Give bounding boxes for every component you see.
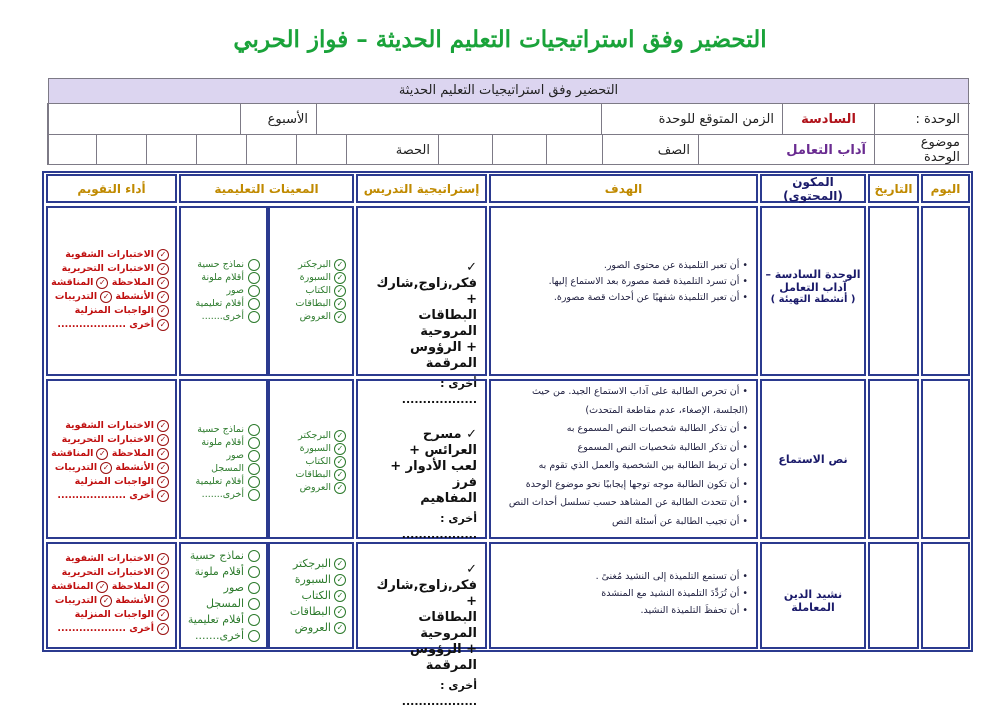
unit-label: الوحدة : [874, 103, 968, 134]
row1-evaluation: ✓الاختبارات الشفوية ✓الاختبارات التحريرية ✓الملاحظة ✓المناقشة ✓الأنشطة ✓التدريبات ✓الواجبات المنزلية ✓أخرى ................... [46, 206, 177, 376]
col-content: المكون (المحتوى) [760, 174, 866, 203]
row3-goals: • أن تستمع التلميذة إلى النشيد مُغنىً . • أن تُرَدِّدَ التلميذة النشيد مع المنشدة • أن تحفظَ التلميذة النشيد. [489, 542, 758, 649]
row2-res-options: نماذج حسية أقلام ملونة صور المسجل أفلام تعليمية أخرى....... [179, 379, 268, 539]
topic-label: موضوع الوحدة [874, 134, 968, 165]
col-date: التاريخ [868, 174, 919, 203]
row1-res-options: نماذج حسية أقلام ملونة صور أفلام تعليمية أخرى....... [179, 206, 268, 376]
topic-value: آداب التعامل [698, 134, 874, 165]
grade-value[interactable] [546, 134, 602, 165]
row3-res-checked: ✓البرجكتر ✓السبورة ✓الكتاب ✓البطاقات ✓العروض [268, 542, 354, 649]
row3-res-options: نماذج حسية أقلام ملونة صور المسجل أفلام تعليمية أخرى....... [179, 542, 268, 649]
row2-content: نص الاستماع [760, 379, 866, 539]
row1-res-checked: ✓البرجكتر ✓السبورة ✓الكتاب ✓البطاقات ✓العروض [268, 206, 354, 376]
col-day: اليوم [921, 174, 970, 203]
row1-content: الوحدة السادسة – آداب التعامل ( أنشطة التهيئة ) [760, 206, 866, 376]
row3-content: نشيد الدين المعاملة [760, 542, 866, 649]
row2-evaluation: ✓الاختبارات الشفوية ✓الاختبارات التحريرية ✓الملاحظة ✓المناقشة ✓الأنشطة ✓التدريبات ✓الواجبات المنزلية ✓أخرى ................... [46, 379, 177, 539]
week-value[interactable] [47, 103, 240, 134]
row3-strategy: ✓ فكر,زاوج,شارك + البطاقات المروحية + الرؤوس المرقمة أخرى : .................. [356, 542, 487, 649]
col-resources: المعينات التعليمية [179, 174, 354, 203]
row3-date[interactable] [868, 542, 919, 649]
row3-day[interactable] [921, 542, 970, 649]
col-evaluation: أداء التقويم [46, 174, 177, 203]
week-label: الأسبوع [240, 103, 316, 134]
time-value[interactable] [316, 103, 601, 134]
grade-label: الصف [602, 134, 698, 165]
row1-strategy: ✓ فكر,زاوج,شارك + البطاقات المروحية + الرؤوس المرقمة أخرى : .................. [356, 206, 487, 376]
unit-value: السادسة [782, 103, 874, 134]
header-banner: التحضير وفق استراتيجيات التعليم الحديثة [49, 79, 968, 104]
row2-day[interactable] [921, 379, 970, 539]
row1-date[interactable] [868, 206, 919, 376]
period-label: الحصة [346, 134, 438, 165]
header-table [48, 78, 969, 165]
col-strategy: إستراتيجية التدريس [356, 174, 487, 203]
row3-evaluation: ✓الاختبارات الشفوية ✓الاختبارات التحريرية ✓الملاحظة ✓المناقشة ✓الأنشطة ✓التدريبات ✓الواجبات المنزلية ✓أخرى ................... [46, 542, 177, 649]
page-title: التحضير وفق استراتيجيات التعليم الحديثة – فواز الحربي [233, 26, 767, 53]
row1-day[interactable] [921, 206, 970, 376]
row1-goals: • أن تعبر التلميذة عن محتوى الصور. • أن تسرد التلميذة قصة مصورة بعد الاستماع إليها. • أن تعبر التلميذة شفهيًا عن أحداث قصة مصورة. [489, 206, 758, 376]
row2-res-checked: ✓البرجكتر ✓السبورة ✓الكتاب ✓البطاقات ✓العروض [268, 379, 354, 539]
col-goal: الهدف [489, 174, 758, 203]
row2-goals: • أن تحرص الطالبة على آداب الاستماع الجيد. من حيث (الجلسة، الإصغاء، عدم مقاطعة المتحدث) • أن تذكر الطالبة شخصيات النص المسموع به • أن تذكر الطالبة شخصيات النص المسموع • أن تربط الطالبة بين الشخصية والعمل الذي تقوم به • أن تكون الطالبة موجه توجها إيجابيًا نحو موضوع الوحدة • أن تتحدث الطالبة عن المشاهد حسب تسلسل أحداث النص • أن تجيب الطالبة عن أسئلة النص [489, 379, 758, 539]
row2-date[interactable] [868, 379, 919, 539]
row2-strategy: ✓ مسرح العرائس + لعب الأدوار + فرز المفاهيم أخرى : .................. [356, 379, 487, 539]
time-label: الزمن المتوقع للوحدة [601, 103, 782, 134]
